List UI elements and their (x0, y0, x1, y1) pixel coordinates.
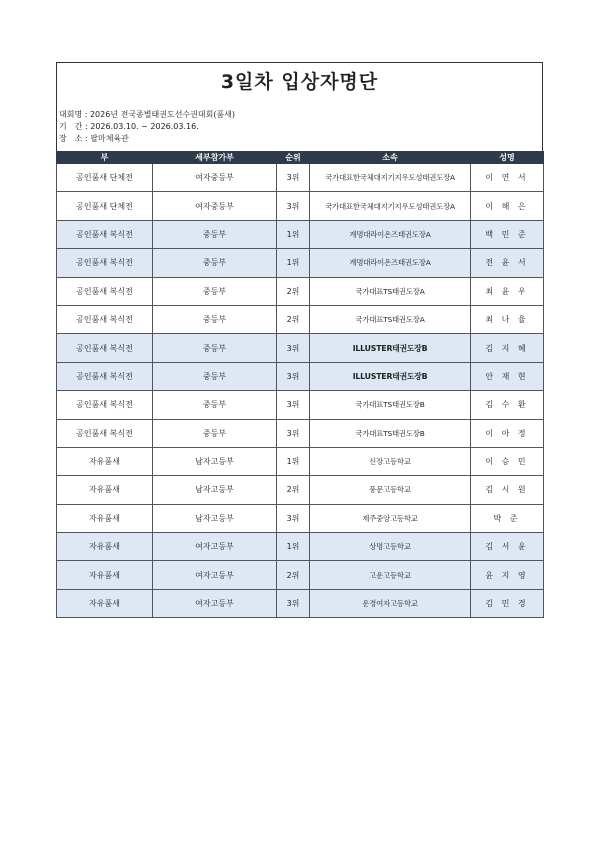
cell-name: 이 해 은 (471, 192, 544, 220)
header-team: 소속 (310, 152, 471, 164)
cell-rank: 2위 (277, 476, 310, 504)
results-sheet (56, 62, 543, 618)
cell-team: ILLUSTER태권도장B (310, 334, 471, 362)
cell-category: 여자중등부 (153, 164, 277, 192)
header-division: 부 (57, 152, 153, 164)
cell-rank: 2위 (277, 561, 310, 589)
meta-value: 2026년 전국종별태권도선수권대회(품새) (89, 110, 236, 119)
cell-name: 최 나 율 (471, 305, 544, 333)
cell-rank: 2위 (277, 305, 310, 333)
cell-name: 백 민 준 (471, 220, 544, 248)
cell-name: 김 지 혜 (471, 334, 544, 362)
meta-key: 기 간 (59, 122, 83, 131)
cell-category: 남자고등부 (153, 476, 277, 504)
cell-name: 전 윤 서 (471, 249, 544, 277)
cell-name: 김 시 원 (471, 476, 544, 504)
cell-rank: 3위 (277, 589, 310, 617)
table-row (57, 334, 544, 362)
cell-category: 중등부 (153, 305, 277, 333)
table-row (57, 504, 544, 532)
cell-rank: 1위 (277, 533, 310, 561)
meta-row-venue (59, 133, 542, 145)
cell-division: 자유품새 (57, 476, 153, 504)
table-row (57, 391, 544, 419)
competition-info (56, 97, 543, 151)
cell-division: 자유품새 (57, 561, 153, 589)
cell-team: ILLUSTER태권도장B (310, 362, 471, 390)
cell-division: 공인품새 복식전 (57, 277, 153, 305)
table-body (57, 164, 544, 618)
cell-rank: 3위 (277, 419, 310, 447)
cell-rank: 3위 (277, 362, 310, 390)
meta-row-period (59, 121, 542, 133)
cell-category: 남자고등부 (153, 504, 277, 532)
cell-rank: 2위 (277, 277, 310, 305)
table-row (57, 277, 544, 305)
table-row (57, 533, 544, 561)
cell-name: 안 재 현 (471, 362, 544, 390)
cell-category: 중등부 (153, 391, 277, 419)
cell-category: 중등부 (153, 334, 277, 362)
cell-category: 중등부 (153, 277, 277, 305)
cell-name: 이 승 민 (471, 447, 544, 475)
cell-division: 공인품새 복식전 (57, 249, 153, 277)
header-rank: 순위 (277, 152, 310, 164)
meta-key: 장 소 (59, 134, 83, 143)
cell-team: 계명대라이온즈태권도장A (310, 220, 471, 248)
cell-category: 여자고등부 (153, 589, 277, 617)
cell-division: 공인품새 단체전 (57, 164, 153, 192)
cell-team: 국가대표TS태권도장B (310, 391, 471, 419)
cell-division: 공인품새 복식전 (57, 334, 153, 362)
cell-category: 중등부 (153, 220, 277, 248)
table-row (57, 164, 544, 192)
cell-division: 공인품새 복식전 (57, 419, 153, 447)
cell-rank: 3위 (277, 334, 310, 362)
page-title: 3일차 입상자명단 (220, 70, 379, 93)
table-row (57, 589, 544, 617)
meta-separator: : (82, 134, 91, 143)
cell-division: 공인품새 복식전 (57, 220, 153, 248)
cell-division: 공인품새 복식전 (57, 362, 153, 390)
cell-name: 이 연 서 (471, 164, 544, 192)
meta-value: 2026.03.10. ~ 2026.03.16. (90, 122, 199, 131)
cell-team: 국가대표한국체대지기지우도성태권도장A (310, 192, 471, 220)
cell-name: 윤 지 영 (471, 561, 544, 589)
meta-separator: : (82, 110, 90, 119)
table-row (57, 362, 544, 390)
cell-division: 자유품새 (57, 589, 153, 617)
cell-name: 김 수 환 (471, 391, 544, 419)
cell-category: 남자고등부 (153, 447, 277, 475)
cell-team: 고운고등학교 (310, 561, 471, 589)
cell-category: 중등부 (153, 249, 277, 277)
cell-team: 상명고등학교 (310, 533, 471, 561)
cell-division: 공인품새 단체전 (57, 192, 153, 220)
table-row (57, 249, 544, 277)
table-header-row (57, 152, 544, 164)
cell-name: 김 서 윤 (471, 533, 544, 561)
cell-team: 국가대표한국체대지기지우도성태권도장A (310, 164, 471, 192)
cell-rank: 1위 (277, 220, 310, 248)
cell-name: 김 민 경 (471, 589, 544, 617)
table-row (57, 192, 544, 220)
cell-rank: 1위 (277, 447, 310, 475)
cell-team: 국가대표TS태권도장A (310, 277, 471, 305)
cell-team: 국가대표TS태권도장A (310, 305, 471, 333)
meta-row-competition (59, 109, 542, 121)
cell-rank: 3위 (277, 192, 310, 220)
title-box (56, 62, 543, 97)
cell-name: 최 윤 우 (471, 277, 544, 305)
cell-rank: 3위 (277, 504, 310, 532)
cell-division: 공인품새 복식전 (57, 305, 153, 333)
table-row (57, 419, 544, 447)
cell-division: 자유품새 (57, 447, 153, 475)
meta-key: 대회명 (59, 110, 83, 119)
results-table (56, 151, 544, 618)
cell-team: 운경여자고등학교 (310, 589, 471, 617)
cell-division: 자유품새 (57, 533, 153, 561)
cell-team: 신장고등학교 (310, 447, 471, 475)
cell-category: 여자고등부 (153, 533, 277, 561)
cell-team: 계명대라이온즈태권도장A (310, 249, 471, 277)
header-name: 성명 (471, 152, 544, 164)
cell-category: 여자고등부 (153, 561, 277, 589)
cell-team: 풍문고등학교 (310, 476, 471, 504)
table-row (57, 476, 544, 504)
cell-division: 자유품새 (57, 504, 153, 532)
cell-team: 제주중앙고등학교 (310, 504, 471, 532)
header-category: 세부참가부 (153, 152, 277, 164)
meta-separator: : (82, 122, 91, 131)
table-row (57, 220, 544, 248)
cell-category: 중등부 (153, 419, 277, 447)
cell-name: 박 준 (471, 504, 544, 532)
cell-category: 중등부 (153, 362, 277, 390)
meta-value: 팔마체육관 (90, 134, 129, 143)
cell-category: 여자중등부 (153, 192, 277, 220)
table-row (57, 305, 544, 333)
cell-rank: 1위 (277, 249, 310, 277)
table-row (57, 561, 544, 589)
cell-rank: 3위 (277, 391, 310, 419)
cell-division: 공인품새 복식전 (57, 391, 153, 419)
table-row (57, 447, 544, 475)
cell-team: 국가대표TS태권도장B (310, 419, 471, 447)
cell-rank: 3위 (277, 164, 310, 192)
cell-name: 이 아 정 (471, 419, 544, 447)
